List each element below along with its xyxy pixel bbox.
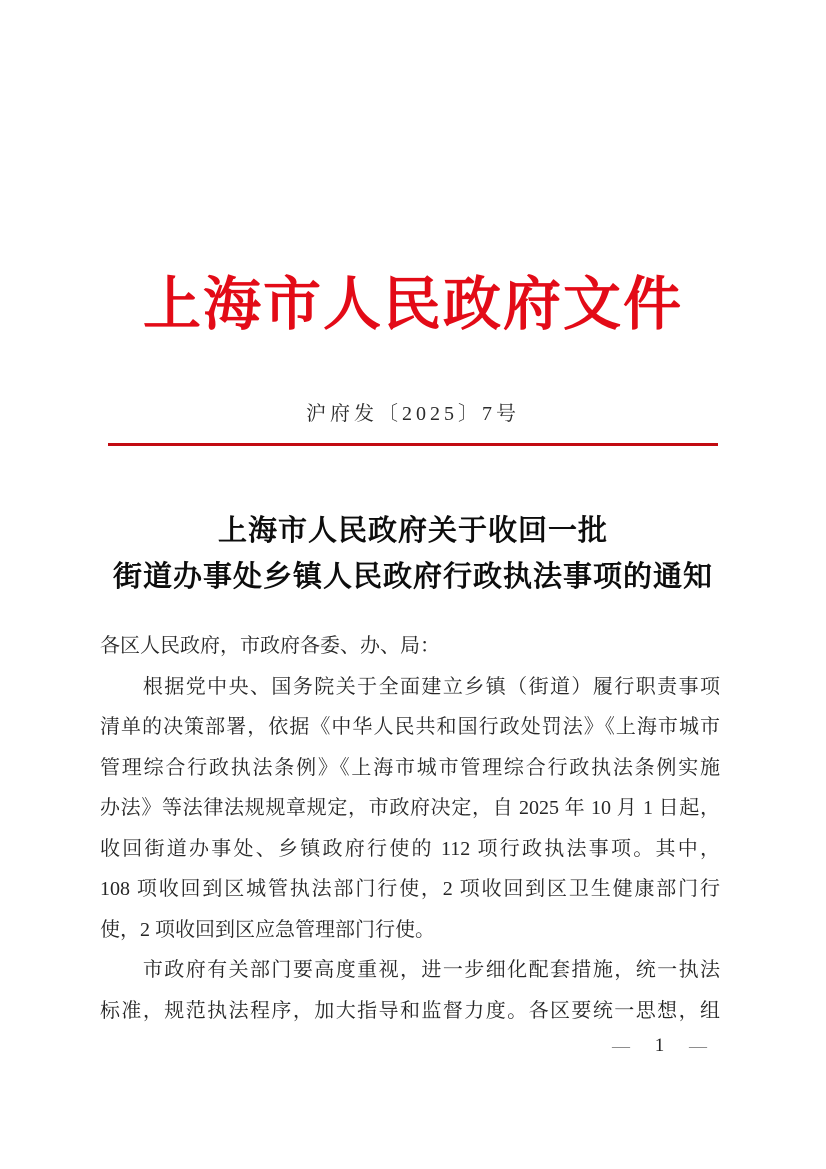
body-line: 根据党中央、国务院关于全面建立乡镇（街道）履行职责事项 bbox=[100, 675, 720, 698]
salutation-line: 各区人民政府，市政府各委、办、局： bbox=[100, 635, 440, 657]
letterhead-title: 上海市人民政府文件 bbox=[142, 272, 683, 337]
document-number: 沪府发〔2025〕7号 bbox=[306, 403, 520, 425]
body-text bbox=[100, 626, 720, 1031]
notice-title bbox=[0, 508, 826, 600]
body-line: 市政府有关部门要高度重视，进一步细化配套措施，统一执法 bbox=[100, 959, 720, 981]
body-line: 管理综合行政执法条例》《上海市城市管理综合行政执法条例实施 bbox=[100, 756, 720, 779]
body-line: 办法》等法律法规规章规定，市政府决定，自 2025 年 10 月 1 日起， bbox=[100, 797, 720, 819]
page-number bbox=[612, 1034, 707, 1058]
red-divider-rule bbox=[108, 443, 718, 446]
body-line: 使，2 项收回到区应急管理部门行使。 bbox=[100, 918, 435, 941]
page-number-dash: — bbox=[612, 1036, 630, 1056]
body-line: 收回街道办事处、乡镇政府行使的 112 项行政执法事项。其中， bbox=[100, 837, 720, 860]
page-number-dash: — bbox=[689, 1036, 707, 1056]
body-line: 清单的决策部署，依据《中华人民共和国行政处罚法》《上海市城市 bbox=[100, 716, 720, 738]
notice-title-line1: 上海市人民政府关于收回一批 bbox=[217, 515, 608, 547]
body-line: 108 项收回到区城管执法部门行使，2 项收回到区卫生健康部门行 bbox=[100, 878, 720, 900]
notice-title-line2: 街道办事处乡镇人民政府行政执法事项的通知 bbox=[112, 561, 713, 593]
page-number-value: 1 bbox=[654, 1035, 665, 1056]
body-line: 标准，规范执法程序，加大指导和监督力度。各区要统一思想，组 bbox=[100, 999, 720, 1022]
